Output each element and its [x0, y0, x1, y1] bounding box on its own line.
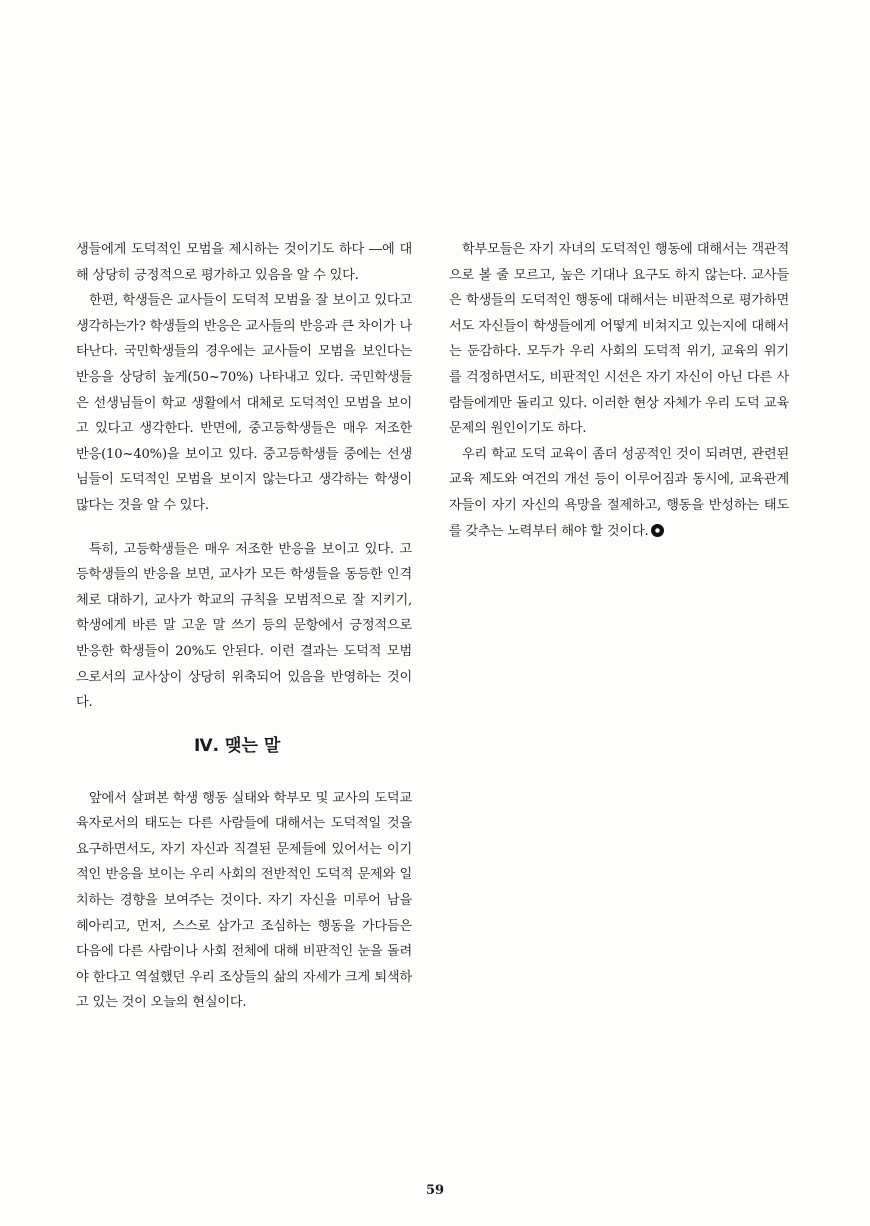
left-column — [76, 237, 412, 1016]
right-paragraph-1: 학부모들은 자기 자녀의 도덕적인 행동에 대해서는 객관적으로 볼 줄 모르고, 높은 기대나 요구도 하지 않는다. 교사들은 학생들의 도덕적인 행동에 대해서는 비판적으로 평가하면서도 자신들이 학생들에게 어떻게 비쳐지고 있는지에 대해서는 둔감하다. 모두가 우리 사회의 도덕적 위기, 교육의 위기를 걱정하면서도, 비판적인 시선은 자기 자신이 아닌 다른 사람들에게만 돌리고 있다. 이러한 현상 자체가 우리 도덕 교육 문제의 원인이기도 하다. — [449, 242, 789, 437]
section-heading: Ⅳ. 맺는 말 — [194, 735, 281, 756]
left-paragraph-4: 앞에서 살펴본 학생 행동 실태와 학부모 및 교사의 도덕교육자로서의 태도는 다른 사람들에 대해서는 도덕적일 것을 요구하면서도, 자기 자신과 직결된 문제들에 있어서는 이기적인 반응을 보이는 우리 사회의 전반적인 도덕적 문제와 일치하는 경향을 보여주는 것이다. 자기 자신을 미루어 남을 헤아리고, 먼저, 스스로 삼가고 조심하는 행동을 가다듬은 다음에 다른 사람이나 사회 전체에 대해 비판적인 눈을 돌려야 한다고 역설했던 우리 조상들의 삶의 자세가 크게 퇴색하고 있는 것이 오늘의 현실이다. — [76, 790, 412, 1011]
left-paragraph-3: 특히, 고등학생들은 매우 저조한 반응을 보이고 있다. 고등학생들의 반응을 보면, 교사가 모든 학생들을 동등한 인격체로 대하기, 교사가 학교의 규칙을 모범적으로 잘 지키기, 학생에게 바른 말 고운 말 쓰기 등의 문항에서 긍정적으로 반응한 학생들이 20%도 안된다. 이런 결과는 도덕적 모범으로서의 교사상이 상당히 위축되어 있음을 반영하는 것이다. — [76, 541, 412, 711]
right-column — [449, 237, 789, 544]
right-paragraph-2-text: 우리 학교 도덕 교육이 좀더 성공적인 것이 되려면, 관련된 교육 제도와 여건의 개선 등이 이루어짐과 동시에, 교육관계자들이 자기 자신의 욕망을 절제하고, 행동을 반성하는 태도를 갖추는 노력부터 해야 할 것이다. — [449, 446, 789, 539]
right-paragraph-2 — [449, 442, 789, 544]
left-paragraph-2: 한편, 학생들은 교사들이 도덕적 모범을 잘 보이고 있다고 생각하는가? 학생들의 반응은 교사들의 반응과 큰 차이가 나타난다. 국민학생들의 경우에는 교사들이 모범을 보인다는 반응을 상당히 높게(50~70%) 나타내고 있다. 국민학생들은 선생님들이 학교 생활에서 대체로 도덕적인 모범을 보이고 있다고 생각한다. 반면에, 중고등학생들은 매우 저조한 반응(10~40%)을 보이고 있다. 중고등학생들 중에는 선생님들이 도덕적인 모범을 보이지 않는다고 생각하는 학생이 많다는 것을 알 수 있다. — [76, 293, 412, 513]
end-mark-icon — [651, 524, 664, 537]
page-number: 59 — [425, 1183, 445, 1198]
left-paragraph-1: 생들에게 도덕적인 모범을 제시하는 것이기도 하다 ―에 대해 상당히 긍정적으로 평가하고 있음을 알 수 있다. — [76, 242, 412, 283]
